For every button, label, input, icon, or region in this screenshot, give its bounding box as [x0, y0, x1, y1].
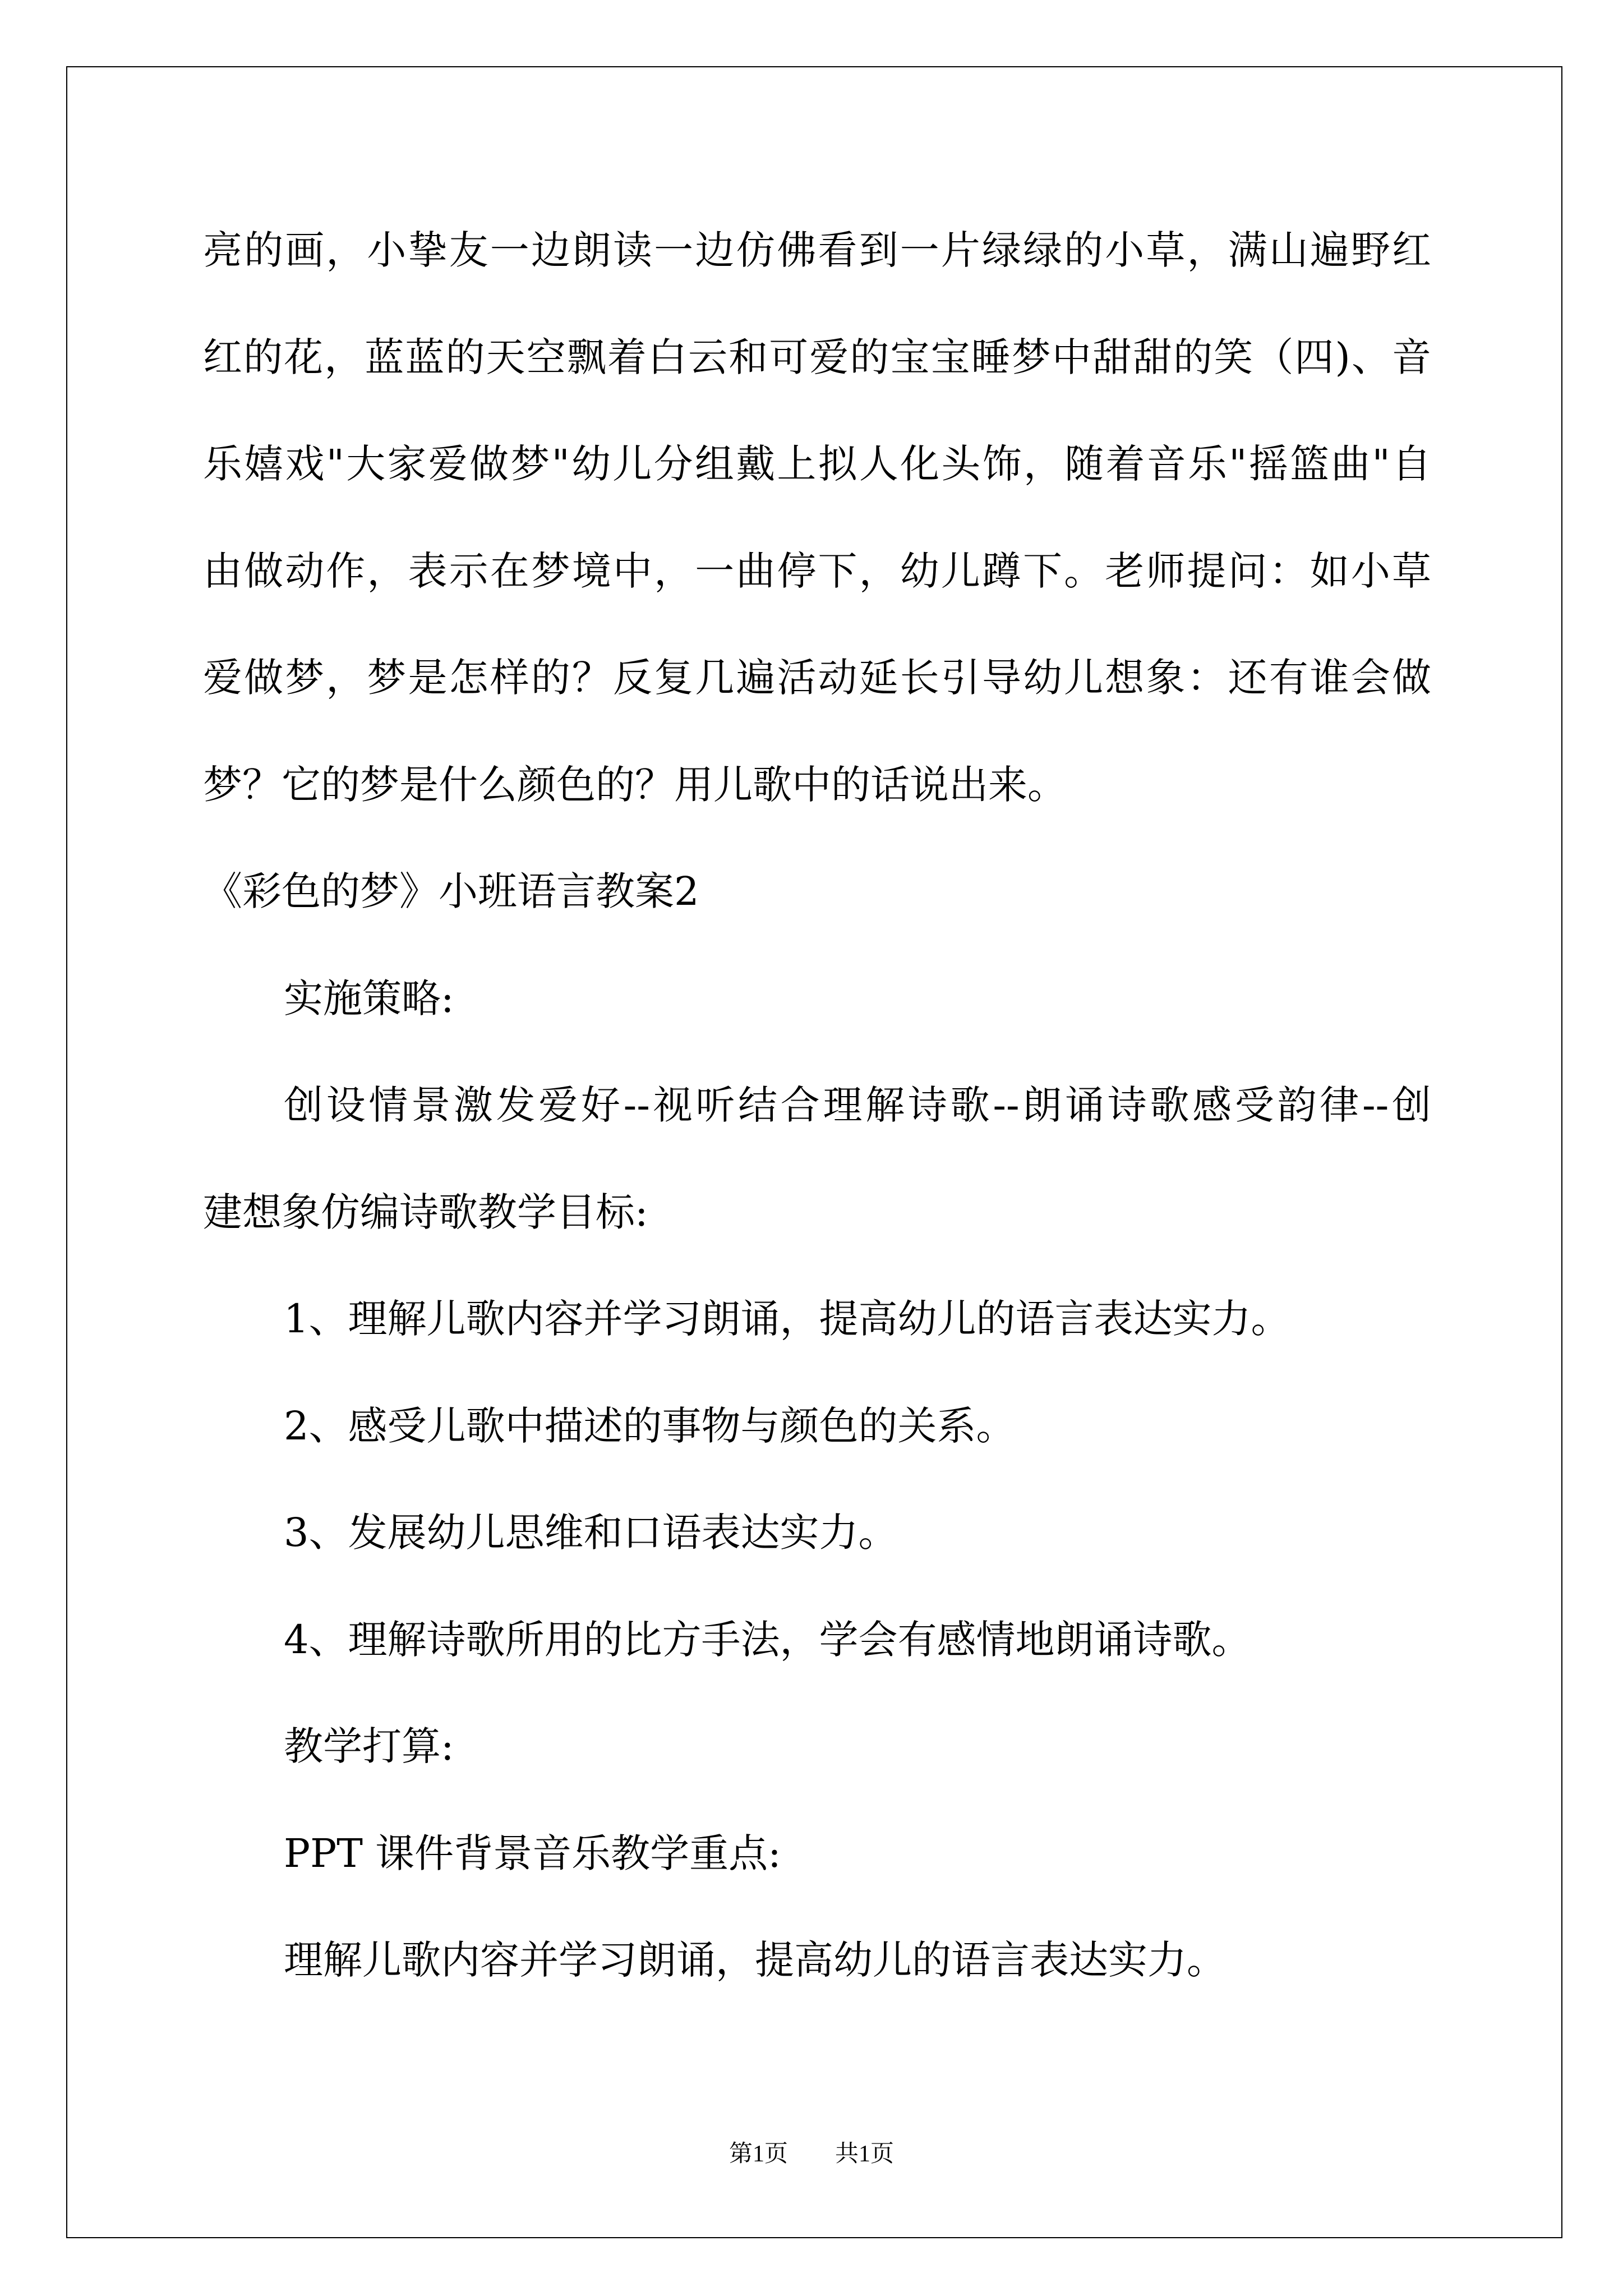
preparation-text: PPT 课件背景音乐教学重点:: [284, 1830, 781, 1876]
page-footer: [0, 2137, 1623, 2171]
document-body: [203, 197, 1431, 2014]
strategy-line: 建想象仿编诗歌教学目标:: [203, 1189, 648, 1235]
strategy-line: 创设情景激发爱好--视听结合理解诗歌--朗诵诗歌感受韵律--创: [284, 1082, 1431, 1128]
objective-item: 3、发展幼儿思维和口语表达实力。: [284, 1510, 898, 1556]
preparation-heading: 教学打算:: [284, 1723, 454, 1769]
paragraph-line: 红的花，蓝蓝的天空飘着白云和可爱的宝宝睡梦中甜甜的笑（四)、音: [203, 334, 1431, 380]
current-page-label: 第1页: [728, 2141, 788, 2167]
section-title: 《彩色的梦》小班语言教案2: [203, 868, 699, 914]
total-pages-label: 共1页: [835, 2141, 895, 2167]
objective-item: 2、感受儿歌中描述的事物与颜色的关系。: [284, 1402, 1016, 1449]
objective-item: 4、理解诗歌所用的比方手法，学会有感情地朗诵诗歌。: [284, 1616, 1251, 1663]
paragraph-line: 乐嬉戏"大家爱做梦"幼儿分组戴上拟人化头饰，随着音乐"摇篮曲"自: [203, 441, 1431, 487]
paragraph-line: 梦？它的梦是什么颜色的？用儿歌中的话说出来。: [203, 761, 1067, 808]
key-point: 理解儿歌内容并学习朗诵，提高幼儿的语言表达实力。: [284, 1937, 1226, 1983]
strategy-heading: 实施策略:: [284, 975, 454, 1022]
paragraph-line: 亮的画，小挚友一边朗读一边仿佛看到一片绿绿的小草，满山遍野红: [203, 227, 1431, 273]
paragraph-line: 由做动作，表示在梦境中，一曲停下，幼儿蹲下。老师提问：如小草: [203, 547, 1431, 594]
objective-item: 1、理解儿歌内容并学习朗诵，提高幼儿的语言表达实力。: [284, 1296, 1290, 1342]
paragraph-line: 爱做梦，梦是怎样的？反复几遍活动延长引导幼儿想象：还有谁会做: [203, 655, 1431, 701]
